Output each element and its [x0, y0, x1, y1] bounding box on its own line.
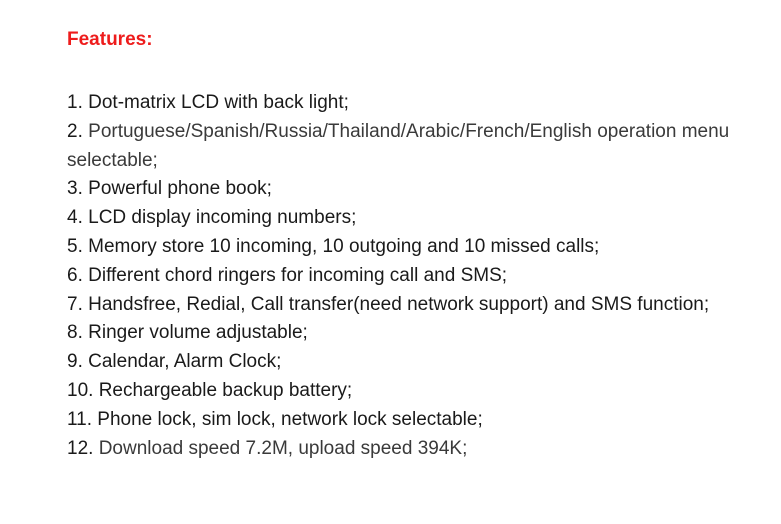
feature-text: Rechargeable backup battery;	[98, 379, 353, 401]
feature-number: 8.	[67, 322, 83, 344]
feature-item-5	[67, 233, 747, 262]
feature-text: Dot-matrix LCD with back light;	[88, 92, 349, 113]
feature-number: 7.	[67, 293, 83, 315]
feature-text: Download speed 7.2M, upload speed 394K;	[98, 437, 468, 459]
feature-number: 4.	[67, 207, 83, 229]
feature-item-11	[67, 406, 747, 435]
feature-text: Ringer volume adjustable;	[88, 322, 308, 344]
feature-item-1	[67, 89, 747, 118]
feature-number: 12.	[67, 437, 94, 459]
feature-number: 2.	[67, 120, 83, 142]
feature-number: 6.	[67, 264, 83, 286]
feature-text: Calendar, Alarm Clock;	[88, 351, 282, 373]
features-heading: Features:	[67, 29, 153, 50]
feature-item-4	[67, 204, 747, 233]
feature-number: 1.	[67, 92, 83, 113]
feature-text: Powerful phone book;	[88, 178, 272, 200]
feature-item-2	[67, 118, 747, 176]
feature-item-12	[67, 435, 747, 464]
feature-number: 11.	[67, 408, 93, 430]
feature-number: 9.	[67, 351, 83, 373]
feature-text: Different chord ringers for incoming call and SMS;	[88, 264, 508, 286]
feature-text: Handsfree, Redial, Call transfer(need network support) and SMS function;	[88, 293, 710, 315]
feature-item-10	[67, 377, 747, 406]
feature-item-3	[67, 175, 747, 204]
feature-text: Phone lock, sim lock, network lock selectable;	[97, 408, 483, 430]
feature-text: Memory store 10 incoming, 10 outgoing and 10 missed calls;	[88, 235, 600, 257]
feature-number: 5.	[67, 235, 83, 257]
feature-item-6	[67, 262, 747, 291]
feature-text: Portuguese/Spanish/Russia/Thailand/Arabic/French/English operation menu selectable;	[67, 120, 730, 171]
feature-number: 3.	[67, 178, 83, 200]
feature-item-9	[67, 348, 747, 377]
feature-text: LCD display incoming numbers;	[88, 207, 357, 229]
feature-item-7	[67, 291, 747, 320]
feature-item-8	[67, 319, 747, 348]
features-list	[67, 89, 747, 463]
feature-number: 10.	[67, 379, 94, 401]
